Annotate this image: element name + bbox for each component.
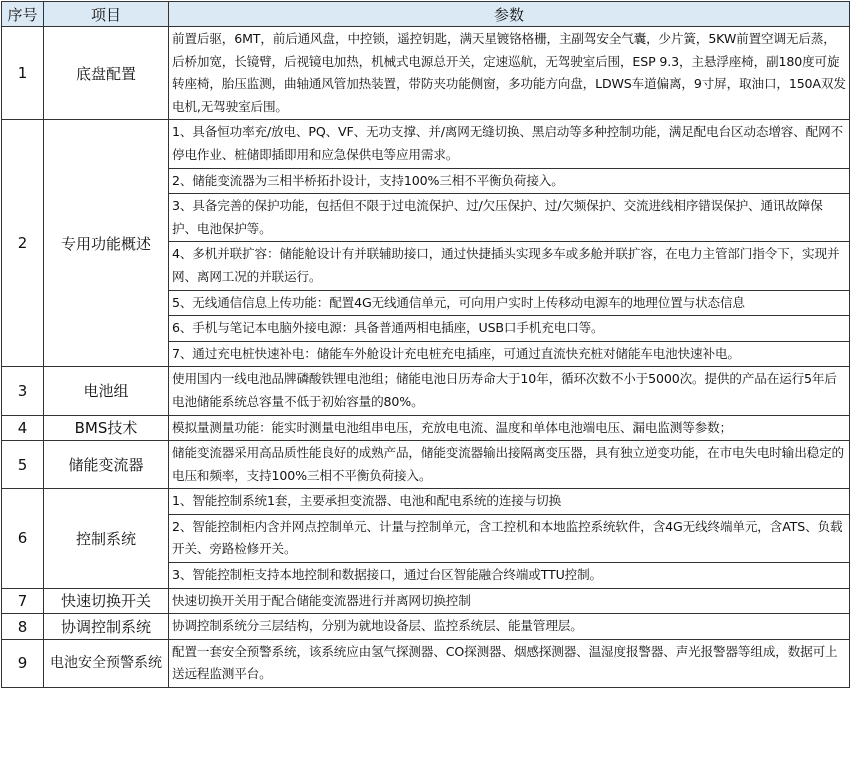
row-number: 1	[2, 27, 44, 120]
row-param: 模拟量测量功能：能实时测量电池组串电压，充放电电流、温度和单体电池端电压、漏电监测等参数；	[169, 415, 850, 441]
row-param: 2、储能变流器为三相半桥拓扑设计，支持100%三相不平衡负荷接入。	[169, 168, 850, 194]
row-param: 协调控制系统分三层结构，分别为就地设备层、监控系统层、能量管理层。	[169, 614, 850, 640]
row-item: 专用功能概述	[44, 120, 169, 367]
row-number: 7	[2, 588, 44, 614]
row-param: 储能变流器采用高品质性能良好的成熟产品，储能变流器输出接隔离变压器，具有独立逆变功能，在市电失电时输出稳定的电压和频率，支持100%三相不平衡负荷接入。	[169, 441, 850, 489]
header-item: 项目	[44, 2, 169, 27]
table-header-row	[2, 2, 850, 27]
row-number: 6	[2, 489, 44, 588]
header-param: 参数	[169, 2, 850, 27]
table-row	[2, 639, 850, 687]
row-item: 控制系统	[44, 489, 169, 588]
row-item: 快速切换开关	[44, 588, 169, 614]
table-row	[2, 614, 850, 640]
row-number: 4	[2, 415, 44, 441]
table-row	[2, 489, 850, 515]
table-row	[2, 27, 850, 120]
row-param: 1、智能控制系统1套，主要承担变流器、电池和配电系统的连接与切换	[169, 489, 850, 515]
row-param: 配置一套安全预警系统，该系统应由氢气探测器、CO探测器、烟感探测器、温湿度报警器、声光报警器等组成，数据可上送远程监测平台。	[169, 639, 850, 687]
row-item: BMS技术	[44, 415, 169, 441]
row-param: 4、多机并联扩容：储能舱设计有并联辅助接口，通过快捷插头实现多车或多舱并联扩容，在电力主管部门指令下，实现并网、离网工况的并联运行。	[169, 242, 850, 290]
table-row	[2, 120, 850, 168]
spec-table	[1, 1, 850, 688]
header-no: 序号	[2, 2, 44, 27]
row-param: 2、智能控制柜内含并网点控制单元、计量与控制单元，含工控机和本地监控系统软件，含4G无线终端单元，含ATS、负载开关、旁路检修开关。	[169, 514, 850, 562]
row-number: 9	[2, 639, 44, 687]
row-item: 储能变流器	[44, 441, 169, 489]
row-param: 快速切换开关用于配合储能变流器进行并离网切换控制	[169, 588, 850, 614]
row-number: 2	[2, 120, 44, 367]
table-row	[2, 415, 850, 441]
row-item: 底盘配置	[44, 27, 169, 120]
table-row	[2, 588, 850, 614]
row-param: 3、具备完善的保护功能，包括但不限于过电流保护、过/欠压保护、过/欠频保护、交流进线相序错误保护、通讯故障保护、电池保护等。	[169, 194, 850, 242]
table-row	[2, 441, 850, 489]
row-item: 电池组	[44, 367, 169, 415]
row-param: 使用国内一线电池品牌磷酸铁锂电池组；储能电池日历寿命大于10年，循环次数不小于5000次。提供的产品在运行5年后电池储能系统总容量不低于初始容量的80%。	[169, 367, 850, 415]
row-number: 8	[2, 614, 44, 640]
row-param: 3、智能控制柜支持本地控制和数据接口，通过台区智能融合终端或TTU控制。	[169, 563, 850, 589]
row-param: 1、具备恒功率充/放电、PQ、VF、无功支撑、并/离网无缝切换、黑启动等多种控制功能，满足配电台区动态增容、配网不停电作业、桩储即插即用和应急保供电等应用需求。	[169, 120, 850, 168]
row-number: 3	[2, 367, 44, 415]
row-item: 电池安全预警系统	[44, 639, 169, 687]
row-param: 前置后驱，6MT，前后通风盘，中控锁，遥控钥匙，满天星镀铬格栅，主副驾安全气囊，少片簧，5KW前置空调无后蒸，后桥加宽，长镜臂，后视镜电加热，机械式电源总开关，定速巡航，无驾驶室后围，ESP 9.3，主悬浮座椅，副180度可旋转座椅，胎压监测，曲轴通风管加热装置，带防夹功能侧窗，多功能方向盘，LDWS车道偏离，9寸屏，取油口，150A双发电机,无驾驶室后围。	[169, 27, 850, 120]
row-item: 协调控制系统	[44, 614, 169, 640]
row-param: 6、手机与笔记本电脑外接电源：具备普通两相电插座，USB口手机充电口等。	[169, 316, 850, 342]
row-param: 7、通过充电桩快速补电：储能车外舱设计充电桩充电插座，可通过直流快充桩对储能车电池快速补电。	[169, 341, 850, 367]
table-row	[2, 367, 850, 415]
row-param: 5、无线通信信息上传功能：配置4G无线通信单元，可向用户实时上传移动电源车的地理位置与状态信息	[169, 290, 850, 316]
row-number: 5	[2, 441, 44, 489]
